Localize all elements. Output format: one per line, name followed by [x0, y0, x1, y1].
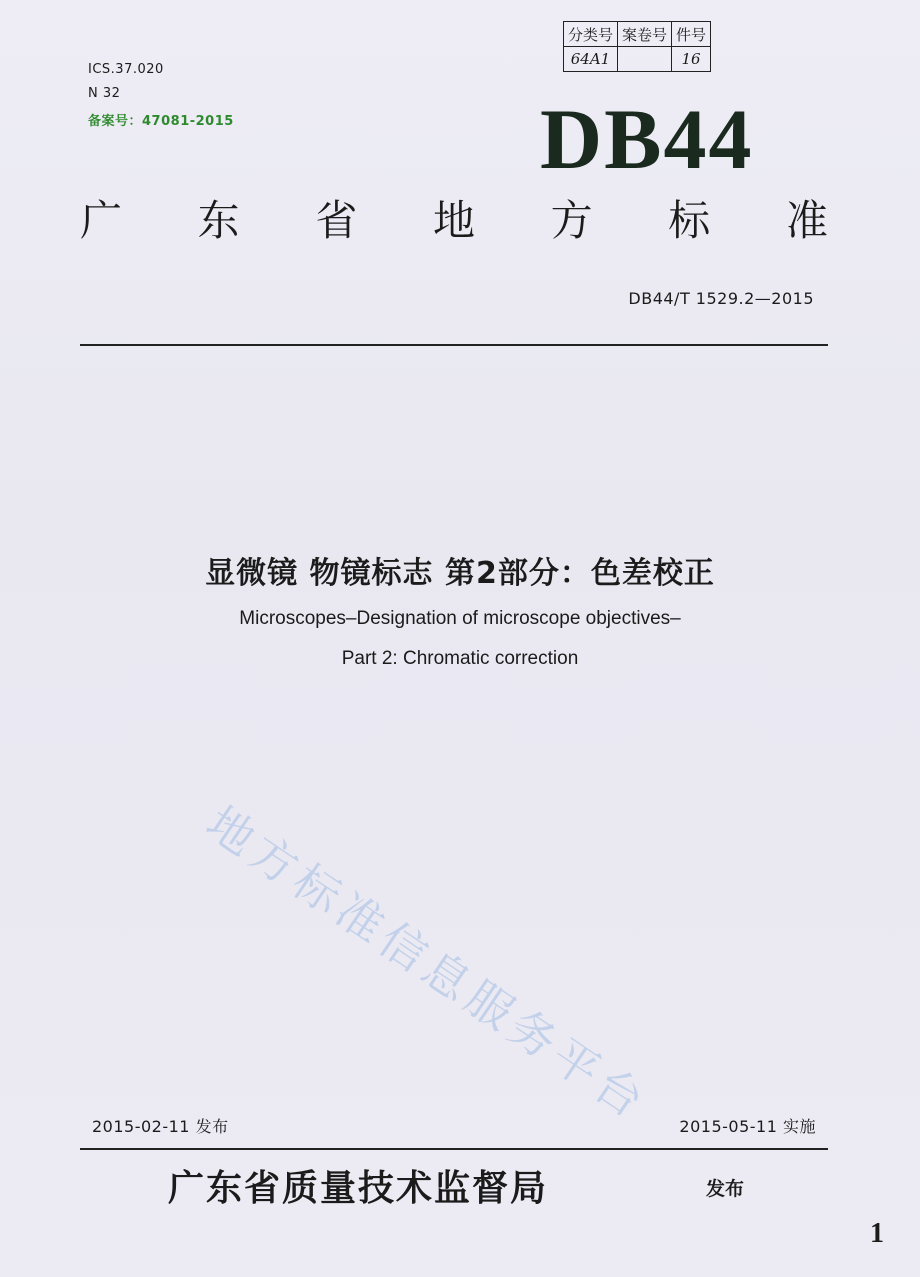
standard-code-logo: DB44: [540, 91, 754, 187]
page-number: 1: [870, 1218, 884, 1249]
province-standard-title: [80, 196, 828, 245]
publish-date: 2015-02-11 发布: [92, 1117, 229, 1136]
standard-number: DB44/T 1529.2—2015: [628, 289, 814, 308]
title-english-line1: Microscopes–Designation of microscope objectives–: [239, 608, 681, 629]
record-label: 备案号：: [88, 114, 143, 129]
stamp-value-item: 16: [672, 47, 711, 72]
stamp-value-category: 64A1: [564, 47, 618, 72]
record-value: 47081-2015: [142, 114, 234, 129]
record-number: [88, 110, 234, 129]
title-chinese: 显微镜 物镜标志 第2部分：色差校正: [205, 556, 715, 591]
effective-date: 2015-05-11 实施: [679, 1117, 816, 1136]
province-title-char: 广: [80, 196, 123, 245]
ics-code: ICS.37.020: [88, 62, 164, 77]
stamp-header-volume: 案卷号: [618, 22, 672, 47]
ccs-code: N 32: [88, 86, 121, 101]
stamp-value-volume: [618, 47, 672, 72]
stamp-header-category: 分类号: [564, 22, 618, 47]
archive-stamp: [563, 21, 711, 72]
province-title-char: 标: [668, 196, 711, 245]
title-english-line2: Part 2: Chromatic correction: [341, 648, 579, 669]
issuing-authority: 广东省质量技术监督局: [168, 1167, 549, 1209]
province-title-char: 东: [197, 196, 240, 245]
stamp-header-item: 件号: [672, 22, 711, 47]
province-title-char: 省: [315, 196, 358, 245]
bottom-divider: [80, 1148, 828, 1150]
watermark-text: 地方标准信息服务平台: [196, 795, 659, 1132]
province-title-char: 准: [785, 196, 828, 245]
top-divider: [80, 344, 828, 346]
province-title-char: 地: [432, 196, 475, 245]
province-title-char: 方: [550, 196, 593, 245]
issue-label: 发布: [706, 1178, 745, 1200]
